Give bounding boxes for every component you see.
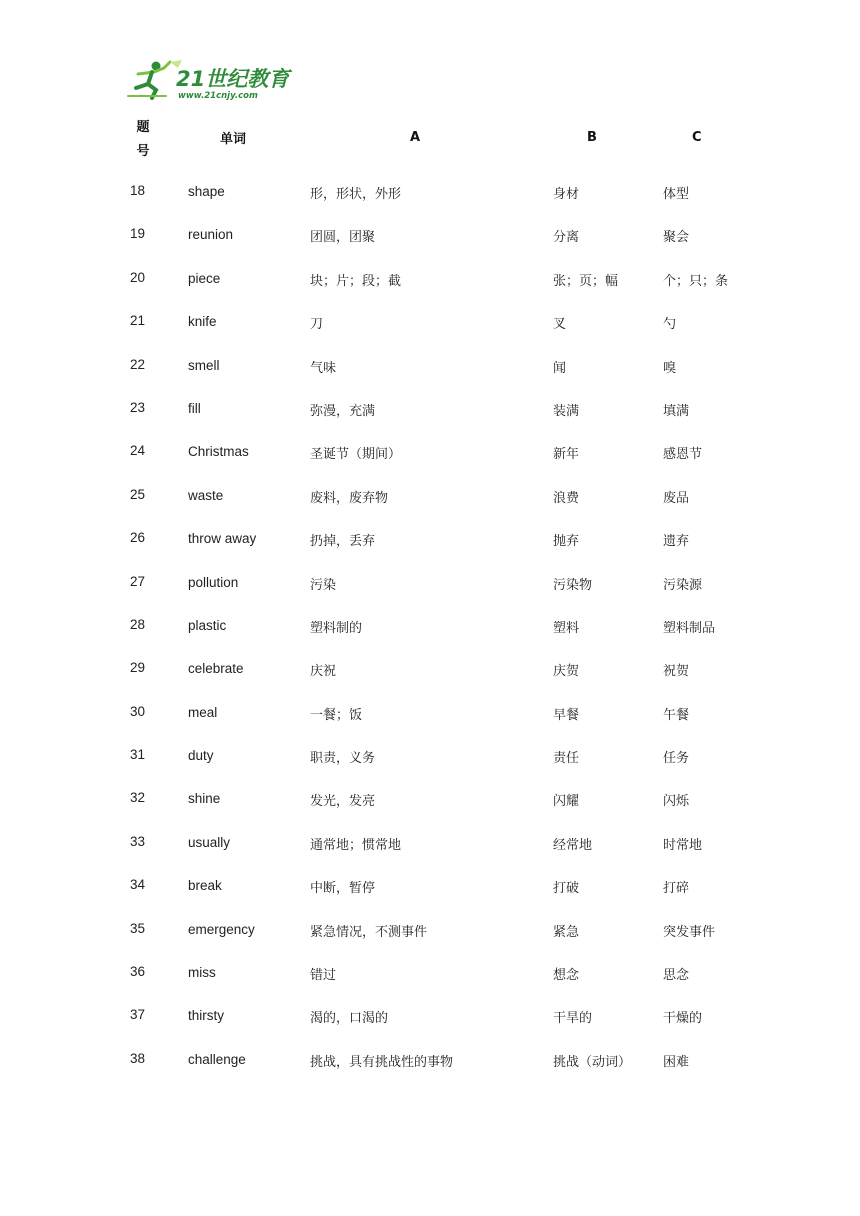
question-number: 34 [130,877,146,893]
option-a: 团圆，团聚 [310,230,376,246]
header-option-b: B [587,130,597,145]
option-c: 时常地 [663,837,703,853]
vocabulary-word: smell [188,357,220,373]
option-c: 思念 [663,968,690,984]
header-number [128,116,158,164]
vocabulary-word: fill [188,400,201,416]
table-row [0,387,860,430]
question-number: 27 [130,573,146,589]
vocabulary-word: shine [188,791,221,807]
option-a: 弥漫，充满 [310,403,376,419]
header-option-c: C [692,130,702,145]
option-c: 干燥的 [663,1011,703,1027]
option-c: 遗弃 [663,534,690,550]
option-a: 错过 [310,968,337,984]
question-number: 24 [130,443,146,459]
vocabulary-word: duty [188,748,214,764]
option-a: 污染 [310,577,337,593]
table-row [0,300,860,343]
option-c: 聚会 [663,230,690,246]
question-number: 29 [130,660,146,676]
question-number: 35 [130,920,146,936]
question-number: 37 [130,1007,146,1023]
vocabulary-word: knife [188,314,217,330]
option-b: 分离 [553,230,580,246]
option-a: 紧急情况，不测事件 [310,924,428,940]
vocabulary-word: meal [188,704,218,720]
option-c: 个；只；条 [663,273,729,289]
table-row [0,517,860,560]
table-row [0,821,860,864]
question-number: 28 [130,616,146,632]
option-a: 废料，废弃物 [310,490,389,506]
option-b: 紧急 [553,924,580,940]
option-b: 庆贺 [553,664,580,680]
vocabulary-word: plastic [188,617,227,633]
option-a: 发光，发亮 [310,794,376,810]
table-row [0,170,860,213]
option-c: 填满 [663,403,690,419]
option-b: 干旱的 [553,1011,593,1027]
option-c: 打碎 [663,881,690,897]
header-word: 单词 [220,132,247,147]
question-number: 31 [130,747,146,763]
table-row [0,908,860,951]
vocabulary-word: reunion [188,227,234,243]
header-option-a: A [410,130,421,145]
vocabulary-word: emergency [188,921,255,937]
question-number: 21 [130,313,146,329]
vocabulary-word: thirsty [188,1008,225,1024]
option-a: 塑料制的 [310,620,363,636]
table-row [0,561,860,604]
table-row [0,1038,860,1081]
table-row [0,430,860,473]
option-c: 困难 [663,1054,690,1070]
option-b: 挑战（动词） [553,1054,632,1070]
option-b: 身材 [553,187,580,202]
option-b: 经常地 [553,837,593,853]
option-c: 勺 [663,317,677,333]
option-a: 气味 [310,360,337,376]
option-b: 打破 [553,881,580,897]
vocabulary-word: Christmas [188,444,249,460]
table-row [0,951,860,994]
vocabulary-word: shape [188,184,225,199]
option-b: 抛弃 [553,534,580,550]
option-c: 祝贺 [663,664,690,680]
question-number: 25 [130,486,146,502]
option-a: 一餐；饭 [310,707,363,723]
option-c: 闪烁 [663,794,690,810]
option-a: 庆祝 [310,664,337,680]
table-row [0,474,860,517]
option-c: 污染源 [663,577,703,593]
question-number: 19 [130,226,146,242]
table-row [0,994,860,1037]
option-b: 早餐 [553,707,580,723]
table-row [0,647,860,690]
option-c: 塑料制品 [663,620,716,636]
option-b: 闻 [553,360,567,376]
vocabulary-word: challenge [188,1051,246,1067]
question-number: 20 [130,269,146,285]
table-row [0,864,860,907]
option-b: 闪耀 [553,794,580,810]
table-row [0,734,860,777]
option-a: 扔掉，丢弃 [310,534,376,550]
option-c: 任务 [663,751,690,767]
question-number: 22 [130,356,146,372]
option-a: 中断，暂停 [310,881,376,897]
option-b: 装满 [553,403,580,419]
question-number: 18 [130,183,146,198]
vocabulary-word: throw away [188,531,257,547]
option-b: 新年 [553,447,580,463]
option-a: 职责，义务 [310,751,376,767]
question-number: 32 [130,790,146,806]
option-a: 形，形状，外形 [310,187,402,202]
option-b: 想念 [553,968,580,984]
option-c: 嗅 [663,360,677,376]
option-a: 刀 [310,317,324,333]
runner-logo-icon [126,58,296,102]
option-b: 张；页；幅 [553,273,619,289]
option-c: 感恩节 [663,447,703,463]
vocabulary-table [0,170,860,1081]
vocabulary-word: waste [188,487,224,503]
question-number: 23 [130,399,146,415]
table-row [0,777,860,820]
option-c: 午餐 [663,707,690,723]
vocabulary-word: miss [188,965,216,981]
option-b: 责任 [553,751,580,767]
option-b: 叉 [553,317,567,333]
header-number-line1: 题 [136,120,150,135]
option-a: 挑战，具有挑战性的事物 [310,1054,454,1070]
option-a: 通常地；惯常地 [310,837,402,853]
question-number: 26 [130,530,146,546]
vocabulary-word: piece [188,270,221,286]
option-b: 污染物 [553,577,593,593]
table-row [0,604,860,647]
question-number: 36 [130,964,146,980]
option-c: 体型 [663,187,690,202]
logo-brand-text: 21世纪教育 [176,67,290,91]
vocabulary-word: pollution [188,574,239,590]
table-row [0,257,860,300]
table-row [0,344,860,387]
vocabulary-word: usually [188,834,231,850]
vocabulary-word: celebrate [188,661,244,677]
vocabulary-word: break [188,878,222,894]
logo-url-text: www.21cnjy.com [178,91,258,101]
table-row [0,213,860,256]
question-number: 38 [130,1050,146,1066]
option-b: 浪费 [553,490,580,506]
option-a: 圣诞节（期间） [310,447,402,463]
option-a: 块；片；段；截 [310,273,402,289]
option-c: 废品 [663,490,690,506]
header-number-line2: 号 [136,144,150,159]
question-number: 30 [130,703,146,719]
table-row [0,691,860,734]
question-number: 33 [130,833,146,849]
option-b: 塑料 [553,620,580,636]
option-c: 突发事件 [663,924,716,940]
option-a: 渴的，口渴的 [310,1011,389,1027]
site-logo [126,58,296,102]
